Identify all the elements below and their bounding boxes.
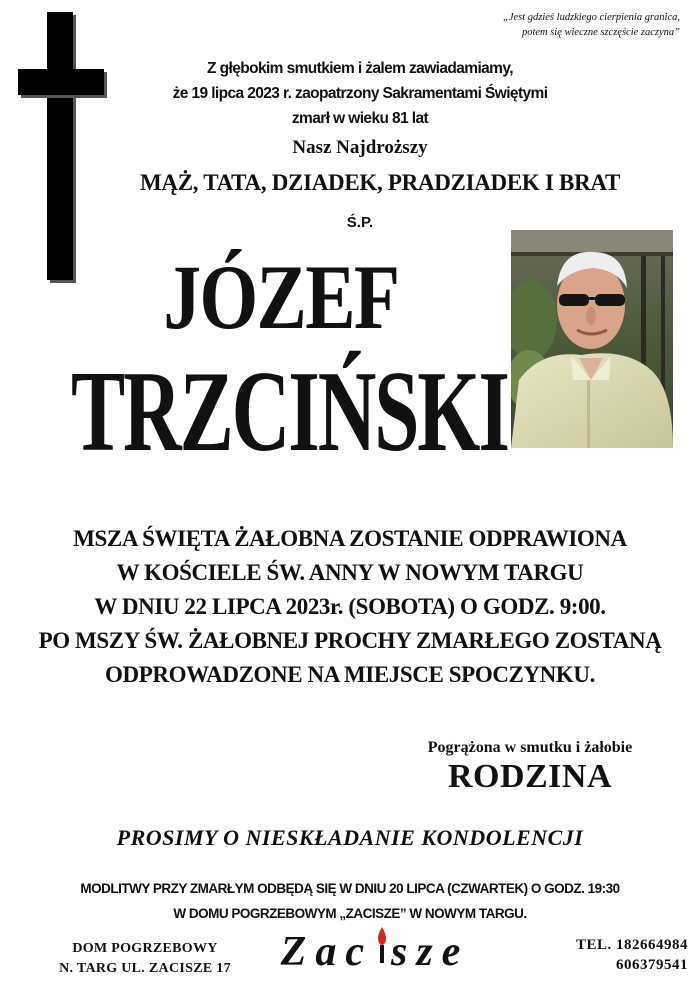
- prayers-details: [20, 876, 680, 926]
- mass-details: [20, 522, 680, 692]
- deceased-first-name: JÓZEF: [163, 246, 399, 348]
- sp-abbreviation: Ś.P.: [346, 214, 374, 231]
- logo-text-end: sze: [390, 929, 470, 975]
- phone-secondary: 606379541: [616, 957, 688, 973]
- phone-primary: TEL. 182664984: [575, 937, 688, 953]
- mass-line-3: W DNIU 22 LIPCA 2023r. (SOBOTA) O GODZ. 9:00.: [94, 594, 606, 619]
- mass-line-4: PO MSZY ŚW. ŻAŁOBNEJ PROCHY ZMARŁEGO ZOSTANĄ: [38, 628, 662, 653]
- beloved-label: Nasz Najdroższy: [292, 137, 428, 158]
- no-condolences-request: PROSIMY O NIESKŁADANIE KONDOLENCJI: [116, 825, 584, 850]
- prayers-line-2: W DOMU POGRZEBOWYM „ZACISZE” W NOWYM TARGU.: [173, 906, 527, 921]
- funeral-home-street: N. TARG UL. ZACISZE 17: [59, 961, 231, 976]
- quote-line-1: „Jest gdzieś ludzkiego cierpienia granica,: [502, 12, 680, 23]
- mass-line-1: MSZA ŚWIĘTA ŻAŁOBNA ZOSTANIE ODPRAWIONA: [73, 526, 627, 551]
- funeral-home-address: [30, 939, 260, 979]
- cross-vertical-bar: [47, 12, 73, 280]
- cross-icon: [18, 12, 104, 280]
- funeral-home-name: DOM POGRZEBOWY: [72, 941, 218, 956]
- intro-line-1: Z głębokim smutkiem i żalem zawiadamiamy,: [207, 60, 513, 77]
- mass-line-2: W KOŚCIELE ŚW. ANNY W NOWYM TARGU: [116, 560, 584, 585]
- family-signature: RODZINA: [447, 758, 613, 795]
- epigraph-quote: [420, 10, 680, 40]
- funeral-home-phones: [508, 935, 688, 975]
- intro-line-2: że 19 lipca 2023 r. zaopatrzony Sakramentami Świętymi: [172, 85, 548, 102]
- zacisze-logo: [250, 925, 500, 980]
- quote-line-2: potem się wieczne szczęście zaczyna”: [521, 27, 680, 38]
- portrait-illustration: [511, 230, 673, 448]
- mass-line-5: ODPROWADZONE NA MIEJSCE SPOCZYNKU.: [105, 662, 595, 687]
- family-relations: MĄŻ, TATA, DZIADEK, PRADZIADEK I BRAT: [140, 170, 621, 195]
- cross-horizontal-bar: [18, 69, 104, 95]
- grieving-label: Pogrążona w smutku i żałobie: [427, 739, 633, 756]
- announcement-intro: [170, 56, 550, 131]
- intro-line-3: zmarł w wieku 81 lat: [291, 110, 429, 127]
- deceased-photo: [511, 230, 673, 448]
- candle-flame-icon: [373, 925, 391, 980]
- logo-text-start: Zac: [280, 929, 373, 975]
- deceased-last-name: TRZCIŃSKI: [71, 348, 508, 476]
- prayers-line-1: MODLITWY PRZY ZMARŁYM ODBĘDĄ SIĘ W DNIU 20 LIPCA (CZWARTEK) O GODZ. 19:30: [80, 881, 620, 896]
